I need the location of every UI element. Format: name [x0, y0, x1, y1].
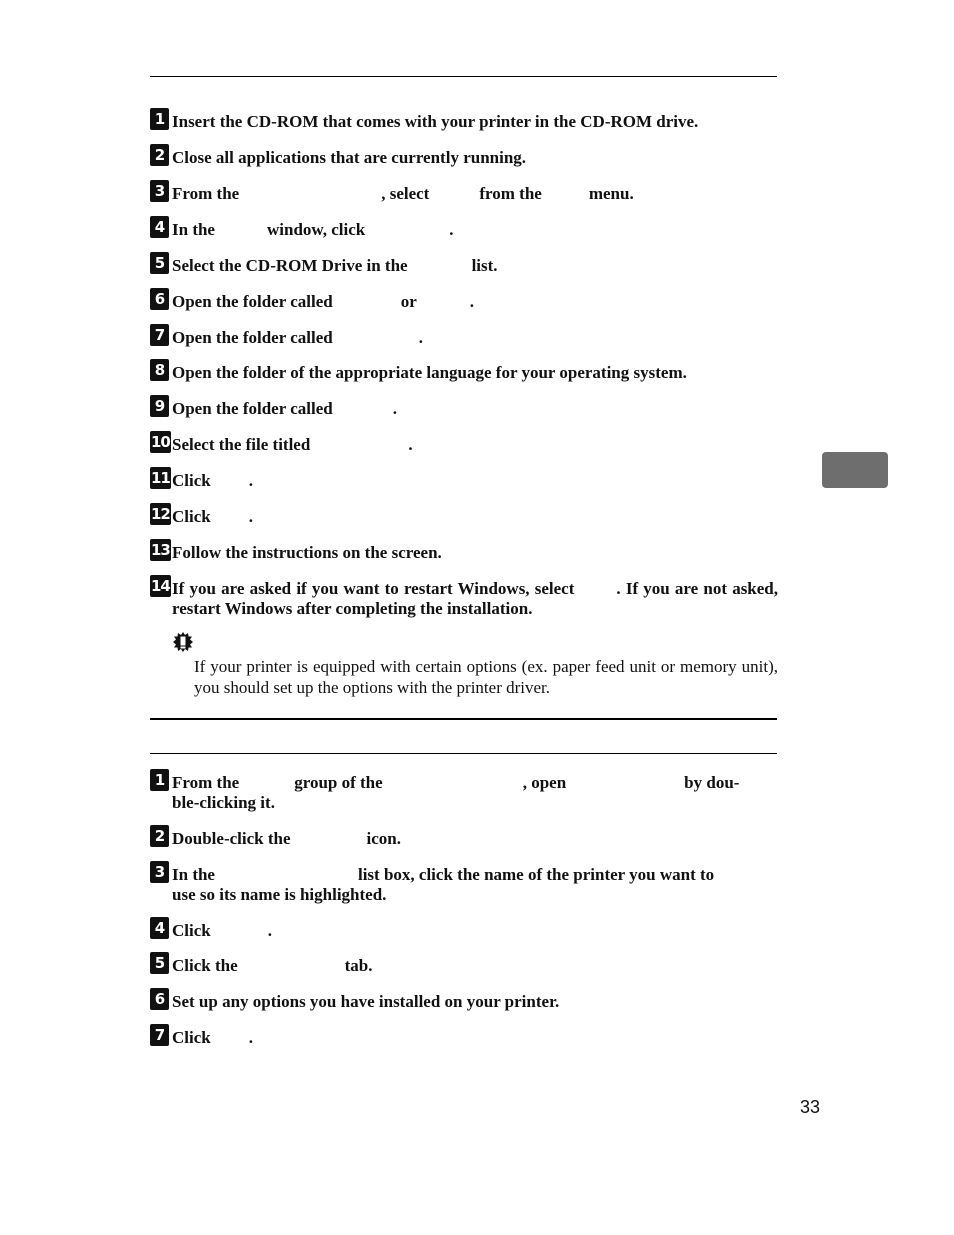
- section-heading-rule: [150, 753, 777, 754]
- step-text-part: Click: [172, 507, 211, 526]
- chapter-tab-marker: [822, 452, 888, 488]
- step-number: 6: [150, 288, 169, 310]
- important-note-text: If your printer is equipped with certain options (ex. paper feed unit or memory unit), you should set up the options with the printer driver.: [194, 657, 778, 697]
- step-text-part: Click the: [172, 956, 238, 975]
- step-text-part: .: [449, 220, 454, 239]
- step-text-part: , select: [381, 184, 430, 203]
- step-3: [150, 861, 778, 905]
- step-2: [150, 144, 778, 168]
- step-5: [150, 952, 778, 976]
- step-text-part: .: [267, 921, 272, 940]
- step-number: 6: [150, 988, 169, 1010]
- section-divider-rule: [150, 718, 777, 720]
- step-text-part: .: [418, 328, 423, 347]
- step-text-part: Double-click the: [172, 829, 291, 848]
- step-text-part: group of the: [294, 773, 383, 792]
- step-text-part: .: [469, 292, 474, 311]
- step-text: Set up any options you have installed on your printer.: [172, 992, 560, 1011]
- step-13: [150, 539, 778, 563]
- step-text-part: Click: [172, 1028, 211, 1047]
- step-number: 12: [151, 505, 170, 523]
- step-number: 5: [150, 252, 169, 274]
- step-text: Follow the instructions on the screen.: [172, 543, 442, 562]
- step-text-part: from the: [479, 184, 542, 203]
- step-1: [150, 769, 778, 813]
- step-number: 14: [151, 577, 170, 595]
- step-text-part: From the: [172, 184, 240, 203]
- step-number: 2: [150, 825, 169, 847]
- step-text-part: ble-clicking it.: [172, 793, 275, 812]
- step-text-part: .: [248, 507, 253, 526]
- step-number: 4: [150, 216, 169, 238]
- step-number: 13: [151, 541, 170, 559]
- step-4: [150, 216, 778, 240]
- step-text-part: , open: [522, 773, 567, 792]
- step-text-part: From the: [172, 773, 240, 792]
- step-text-part: window, click: [266, 220, 366, 239]
- step-2: [150, 825, 778, 849]
- step-9: [150, 395, 778, 419]
- step-text-part: If you are asked if you want to restart Windows, select: [172, 579, 575, 598]
- step-5: [150, 252, 778, 276]
- step-text-part: list box, click the name of the printer you want to: [357, 865, 715, 884]
- step-text-part: use so its name is highlighted.: [172, 885, 387, 904]
- step-number: 5: [150, 952, 169, 974]
- step-text-part: .: [248, 471, 253, 490]
- step-7: [150, 1024, 778, 1048]
- step-number: 3: [150, 180, 169, 202]
- step-text-part: Open the folder called: [172, 328, 333, 347]
- step-text-part: menu.: [588, 184, 634, 203]
- step-11: [150, 467, 778, 491]
- step-text-part: Select the CD-ROM Drive in the: [172, 256, 408, 275]
- step-text-part: .: [248, 1028, 253, 1047]
- step-number: 11: [151, 469, 170, 487]
- step-number: 9: [150, 395, 169, 417]
- step-text-part: Select the file titled: [172, 435, 311, 454]
- step-text-part: .: [392, 399, 397, 418]
- step-number: 7: [150, 324, 169, 346]
- step-text-part: In the: [172, 220, 215, 239]
- page-number: 33: [800, 1097, 821, 1117]
- important-icon: [173, 632, 193, 652]
- step-number: 4: [150, 917, 169, 939]
- step-7: [150, 324, 778, 348]
- step-text-part: Click: [172, 471, 211, 490]
- step-4: [150, 917, 778, 941]
- step-text: Close all applications that are currently running.: [172, 148, 527, 167]
- step-text-part: Open the folder called: [172, 292, 333, 311]
- step-number: 8: [150, 359, 169, 381]
- step-number: 7: [150, 1024, 169, 1046]
- step-text-part: icon.: [366, 829, 402, 848]
- step-text-part: Open the folder called: [172, 399, 333, 418]
- step-text-part: tab.: [344, 956, 373, 975]
- step-12: [150, 503, 778, 527]
- step-number: 10: [151, 433, 170, 451]
- step-text-part: or: [400, 292, 417, 311]
- step-text-part: Click: [172, 921, 211, 940]
- step-14: [150, 575, 778, 619]
- step-text-part: list.: [471, 256, 498, 275]
- step-3: [150, 180, 778, 204]
- step-6: [150, 288, 778, 312]
- step-text-part: . If you are not asked, restart Windows after completing the installation.: [172, 579, 779, 618]
- step-text-part: by dou-: [684, 773, 740, 792]
- step-text-part: In the: [172, 865, 215, 884]
- step-number: 1: [150, 769, 169, 791]
- step-1: [150, 108, 778, 132]
- top-rule: [150, 76, 777, 77]
- step-6: [150, 988, 778, 1012]
- step-text: Insert the CD-ROM that comes with your printer in the CD-ROM drive.: [172, 112, 699, 131]
- step-text: Open the folder of the appropriate language for your operating system.: [172, 363, 687, 382]
- step-text-part: .: [408, 435, 413, 454]
- step-8: [150, 359, 778, 383]
- step-number: 1: [150, 108, 169, 130]
- step-number: 3: [150, 861, 169, 883]
- step-number: 2: [150, 144, 169, 166]
- step-10: [150, 431, 778, 455]
